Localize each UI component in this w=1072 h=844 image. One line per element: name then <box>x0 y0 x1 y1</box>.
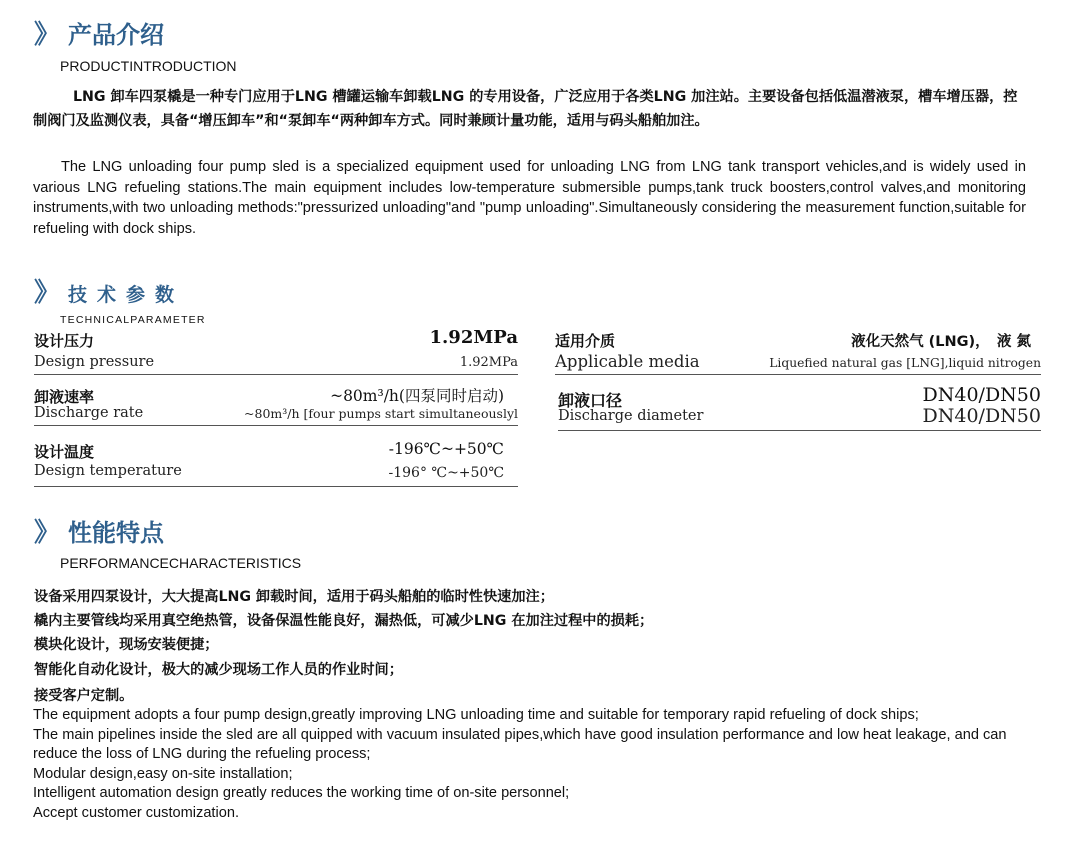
double-chevron-icon: 》 <box>34 518 61 548</box>
tech-heading <box>34 272 184 309</box>
intro-title: 产品介绍 <box>68 21 165 49</box>
perf-title: 性能特点 <box>68 519 165 547</box>
param-value-cn: -196℃~+50℃ <box>388 440 504 458</box>
param-value-en: -196° ℃~+50℃ <box>388 465 504 481</box>
intro-cn-text: LNG 卸车四泵橇是一种专门应用于LNG 槽罐运输车卸载LNG 的专用设备，广泛应用于各类LNG 加注站。主要设备包括低温潜液泵，槽车增压器，控制阀门及监测仪表，具备“增压卸车”和“泵卸车“两种卸车方式。同时兼顾计量功能，适用与码头船舶加注。 <box>33 89 1018 129</box>
param-label-cn: 设计温度 <box>34 443 95 461</box>
param-value-en: Liquefied natural gas [LNG],liquid nitrogen <box>769 356 1041 370</box>
param-label-en: Discharge diameter <box>558 408 704 424</box>
tech-subtitle: TECHNICALPARAMETER <box>60 314 206 326</box>
param-label-en: Applicable media <box>555 352 700 371</box>
param-label-cn: 卸液口径 <box>558 391 623 410</box>
param-value-cn: DN40/DN50 <box>922 384 1041 406</box>
param-discharge-diameter <box>558 384 1041 431</box>
perf-cn-item: 接受客户定制。 <box>34 688 134 704</box>
param-value-cn: 1.92MPa <box>429 327 518 348</box>
perf-cn-item: 模块化设计，现场安装便捷； <box>34 637 219 653</box>
param-design-pressure <box>34 327 518 375</box>
param-label-en: Design temperature <box>34 463 182 479</box>
intro-en-text: The LNG unloading four pump sled is a specialized equipment used for unloading LNG from LNG tank transport vehicles,and is widely used in various LNG refueling stations.The main equipment includes low-temperature submersible pumps,tank truck boosters,control valves,and monitoring instruments,with two unloading methods:"pressurized unloading"and "pump unloading".Simultaneously considering the measurement function,suitable for refueling with dock ships. <box>33 159 1026 237</box>
param-label-en: Design pressure <box>34 354 155 370</box>
param-label-cn: 卸液速率 <box>34 388 95 406</box>
param-value-en: DN40/DN50 <box>922 405 1041 427</box>
perf-cn-item: 设备采用四泵设计，大大提高LNG 卸载时间，适用于码头船舶的临时性快速加注； <box>34 589 554 605</box>
double-chevron-icon: 》 <box>34 20 61 50</box>
param-label-en: Discharge rate <box>34 405 144 421</box>
param-value-en: 1.92MPa <box>459 355 518 370</box>
perf-en-text: The equipment adopts a four pump design,greatly improving LNG unloading time and suitable for temporary rapid refueling of dock ships; The main pipelines inside the sled are all quipped with vacuum insulated pipes,which have good insulation performance and low heat leakage, and can reduce the loss of LNG during the refueling process; Modular design,easy on-site installation; Intelligent automation design greatly reduces the working time of on-site personnel; Accept customer customization. <box>33 707 1007 821</box>
perf-subtitle: PERFORMANCECHARACTERISTICS <box>60 555 302 571</box>
double-chevron-icon: 》 <box>34 278 61 308</box>
param-discharge-rate <box>34 383 518 426</box>
intro-subtitle: PRODUCTINTRODUCTION <box>60 58 237 74</box>
param-value-en: ~80m³/h [four pumps start simultaneouslyl <box>244 406 518 421</box>
tech-title: 技术参数 <box>68 284 185 306</box>
perf-cn-item: 橇内主要管线均采用真空绝热管，设备保温性能良好，漏热低，可减少LNG 在加注过程中的损耗； <box>34 613 654 629</box>
param-value-cn: 液化天然气 (LNG)， 液 氮 <box>851 334 1031 350</box>
param-design-temperature <box>34 438 518 487</box>
param-label-cn: 适用介质 <box>555 332 616 350</box>
param-applicable-media <box>555 327 1041 375</box>
intro-heading <box>34 14 164 51</box>
perf-cn-item: 智能化自动化设计，极大的减少现场工作人员的作业时间； <box>34 662 403 678</box>
param-label-cn: 设计压力 <box>34 332 95 350</box>
param-value-cn: ~80m³/h(四泵同时启动) <box>330 387 504 405</box>
perf-heading <box>34 512 164 549</box>
